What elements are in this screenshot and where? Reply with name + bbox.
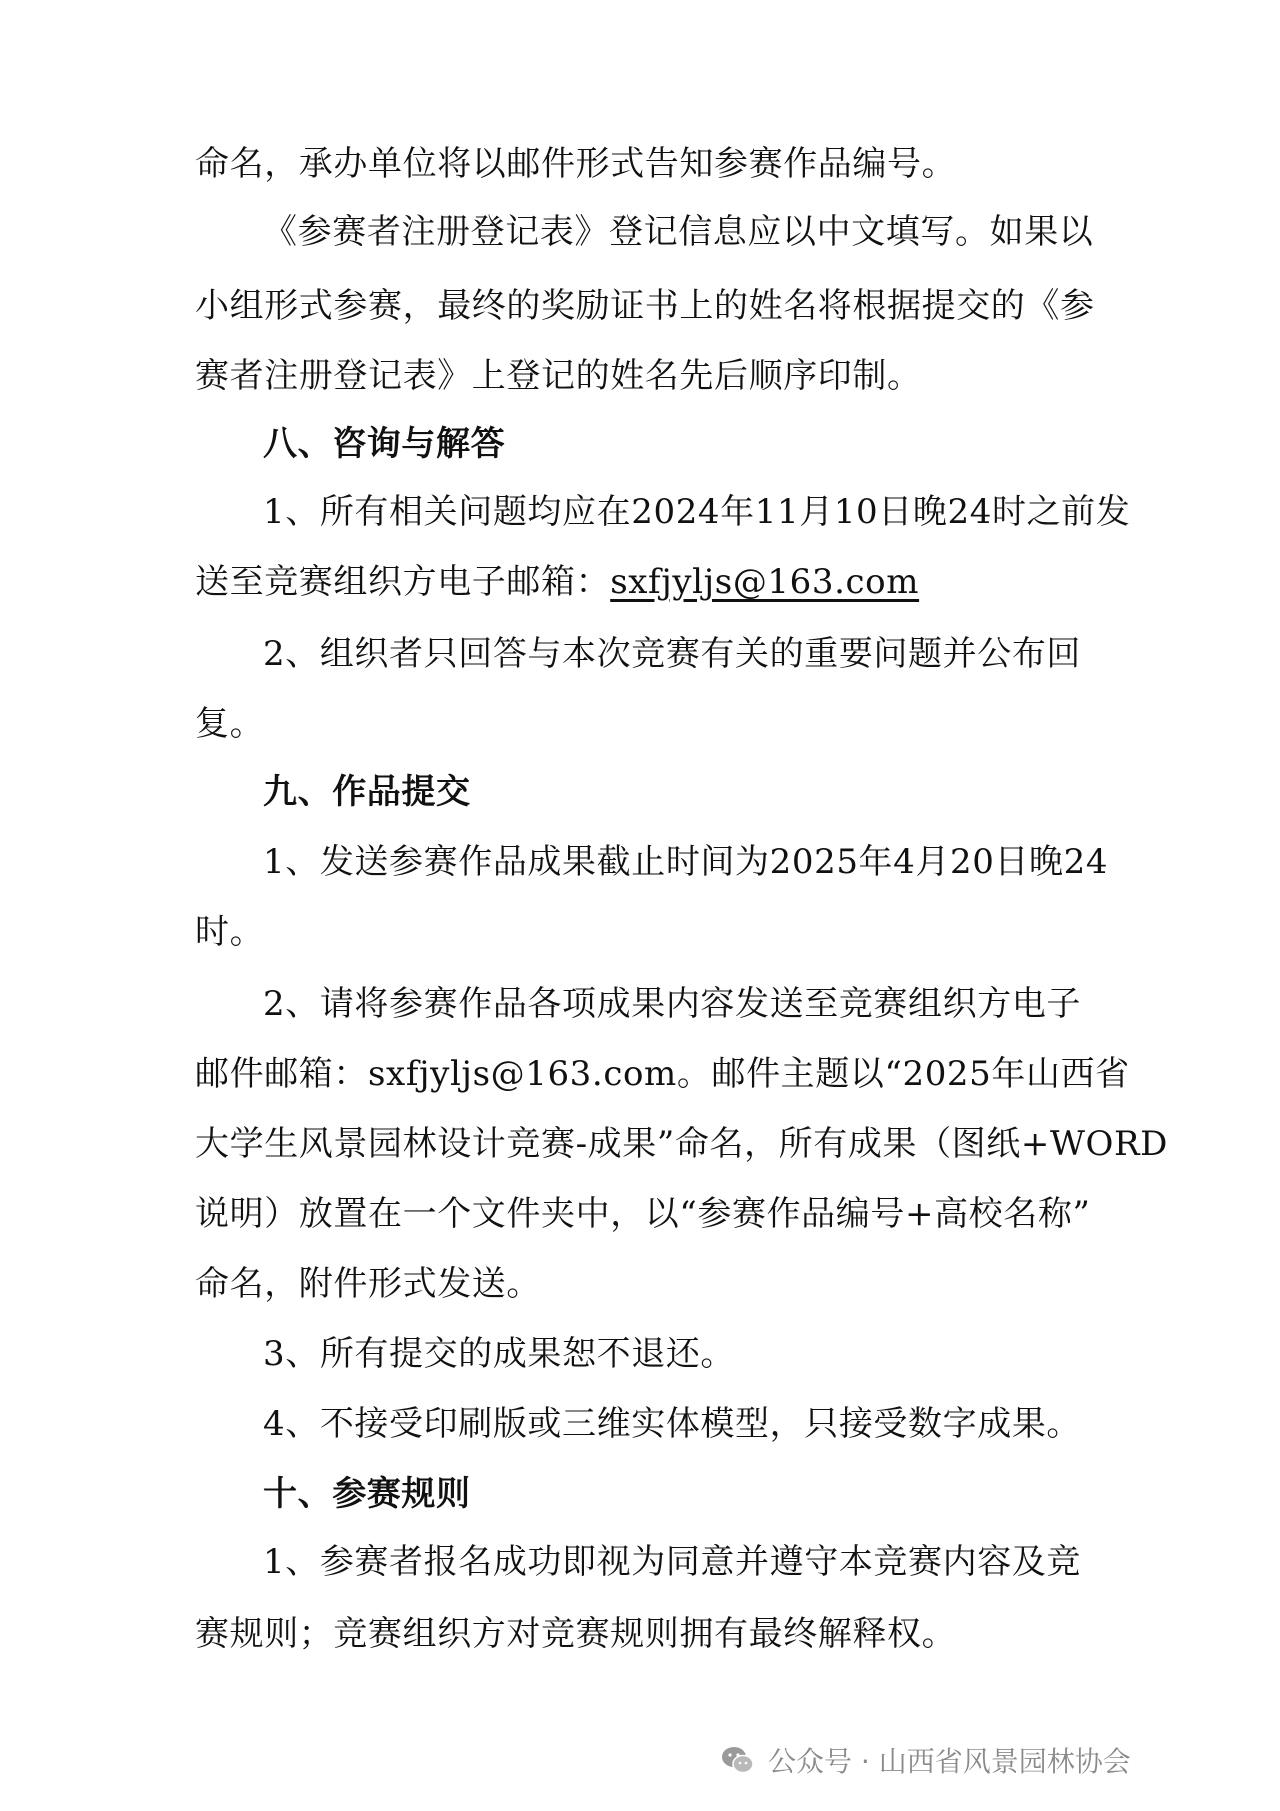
email-link[interactable]: sxfjyljs@163.com (610, 562, 920, 602)
watermark-text: 公众号 · 山西省风景园林协会 (768, 1745, 1131, 1778)
paragraph-line: 3、所有提交的成果恕不退还。 (263, 1334, 736, 1374)
paragraph-line (195, 554, 919, 610)
section-heading: 十、参赛规则 (263, 1474, 471, 1514)
paragraph-line: 小组形式参赛，最终的奖励证书上的姓名将根据提交的《参 (195, 286, 1095, 326)
paragraph-line: 大学生风景园林设计竞赛-成果”命名，所有成果（图纸+WORD (195, 1124, 1169, 1164)
paragraph-line: 命名，附件形式发送。 (195, 1264, 541, 1304)
section-heading: 九、作品提交 (263, 772, 471, 812)
paragraph-line: 时。 (195, 912, 265, 952)
paragraph-line: 说明）放置在一个文件夹中，以“参赛作品编号+高校名称” (195, 1194, 1091, 1234)
watermark (718, 1738, 1131, 1782)
wechat-icon (718, 1740, 758, 1780)
paragraph-line: 2、请将参赛作品各项成果内容发送至竞赛组织方电子 (263, 984, 1082, 1024)
paragraph-line: 《参赛者注册登记表》登记信息应以中文填写。如果以 (263, 212, 1094, 252)
paragraph-line: 邮件邮箱：sxfjyljs@163.com。邮件主题以“2025年山西省 (195, 1054, 1130, 1094)
paragraph-line: 1、参赛者报名成功即视为同意并遵守本竞赛内容及竞 (263, 1542, 1082, 1582)
section-heading: 八、咨询与解答 (263, 424, 506, 464)
paragraph-line: 赛者注册登记表》上登记的姓名先后顺序印制。 (195, 356, 922, 396)
paragraph-line: 1、发送参赛作品成果截止时间为2025年4月20日晚24 (263, 842, 1109, 882)
paragraph-line: 赛规则；竞赛组织方对竞赛规则拥有最终解释权。 (195, 1614, 957, 1654)
paragraph-line: 命名，承办单位将以邮件形式告知参赛作品编号。 (195, 144, 957, 184)
paragraph-line: 2、组织者只回答与本次竞赛有关的重要问题并公布回 (263, 634, 1082, 674)
paragraph-text: 送至竞赛组织方电子邮箱： (195, 562, 611, 602)
paragraph-line: 1、所有相关问题均应在2024年11月10日晚24时之前发 (263, 492, 1131, 532)
paragraph-line: 4、不接受印刷版或三维实体模型，只接受数字成果。 (263, 1404, 1082, 1444)
paragraph-line: 复。 (195, 704, 265, 744)
